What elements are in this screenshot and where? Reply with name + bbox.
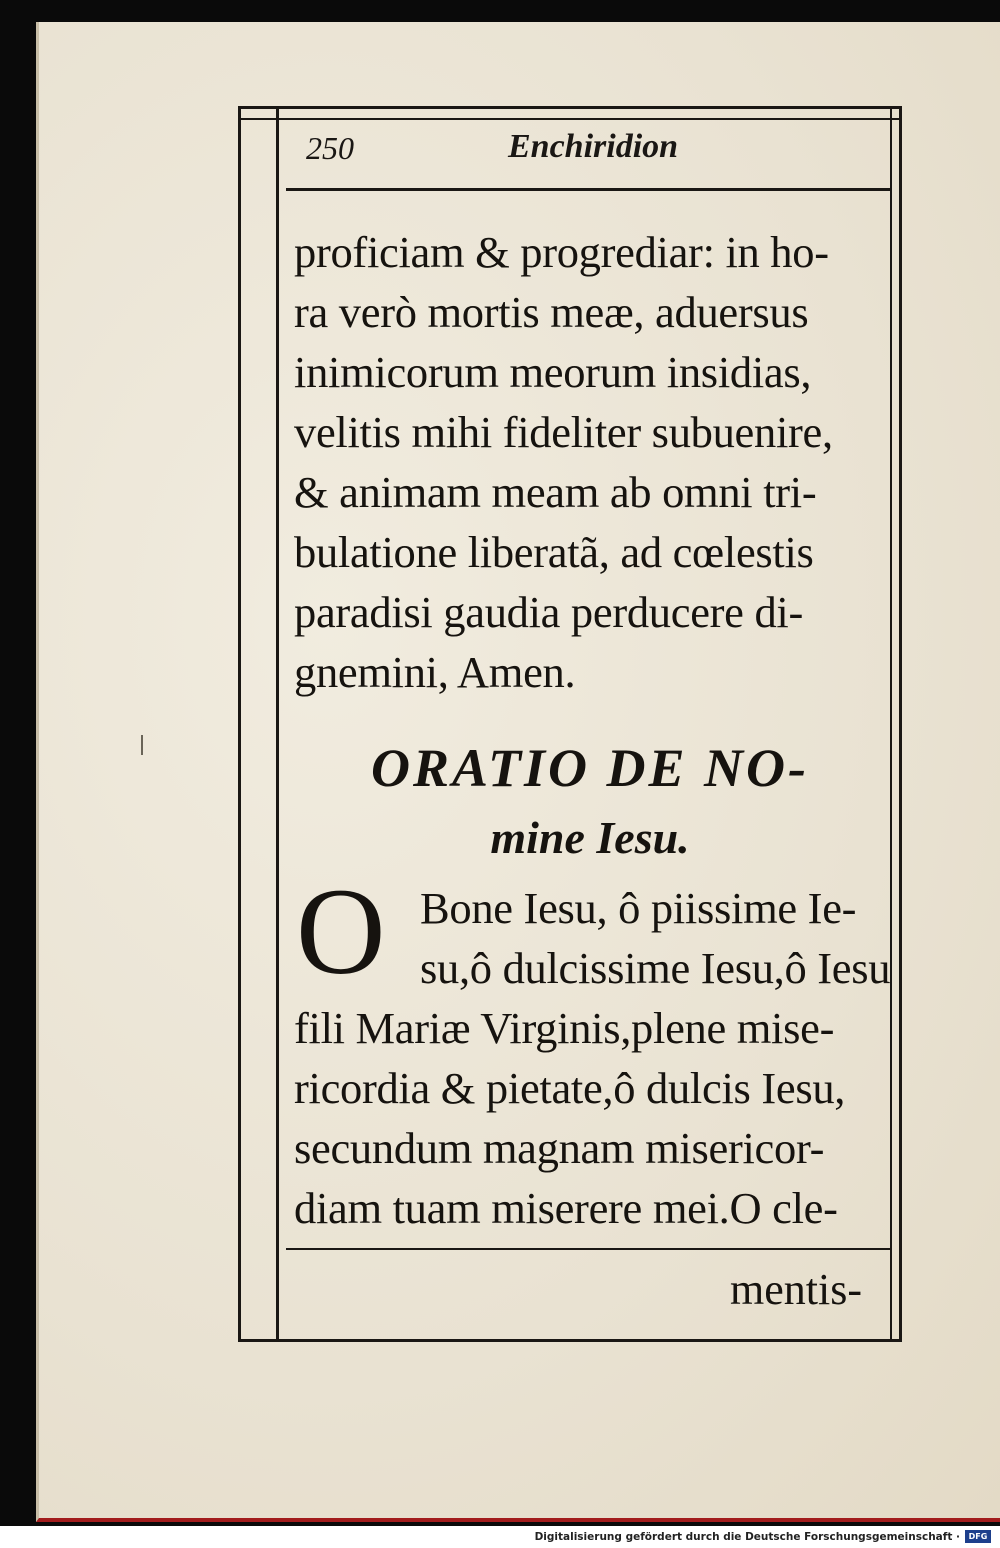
drop-cap: O [296,863,386,1000]
header-rule-bottom [286,188,890,191]
text-line: bulatione liberatã, ad cœlestis [294,527,814,577]
section-subheading: mine Iesu. [490,812,690,863]
text-line: gnemini, Amen. [294,647,576,697]
section-heading: ORATIO DE NO- [370,738,810,798]
text-line: inimicorum meorum insidias, [294,347,812,397]
running-title: Enchiridion [508,128,679,165]
body-text [294,222,906,702]
catchword: mentis- [730,1265,862,1314]
frame-rule-left [276,106,279,1342]
text-line: velitis mihi fideliter subuenire, [294,407,833,457]
text-line: & animam meam ab omni tri- [294,467,817,517]
text-line: secundum magnam misericor- [294,1123,825,1173]
text-line: proficiam & progrediar: in ho- [294,227,829,277]
page-mark [141,735,143,755]
text-line: paradisi gaudia perducere di- [294,587,803,637]
funding-credit: Digitalisierung gefördert durch die Deutsche Forschungsgemeinschaft · [534,1531,960,1543]
dfg-logo: DFG [965,1530,991,1543]
text-line: su,ô dulcissime Iesu,ô Iesu [420,943,891,993]
text-line: ricordia & pietate,ô dulcis Iesu, [294,1063,846,1113]
text-line: Bone Iesu, ô piissime Ie- [420,883,857,933]
text-line: fili Mariæ Virginis,plene mise- [294,1003,835,1053]
footer-rule [286,1248,890,1250]
prayer-text [294,863,906,1238]
text-line: diam tuam miserere mei.O cle- [294,1183,838,1233]
text-line: ra verò mortis meæ, aduersus [294,287,809,337]
header-rule-top [238,118,902,120]
page-number: 250 [306,130,354,166]
